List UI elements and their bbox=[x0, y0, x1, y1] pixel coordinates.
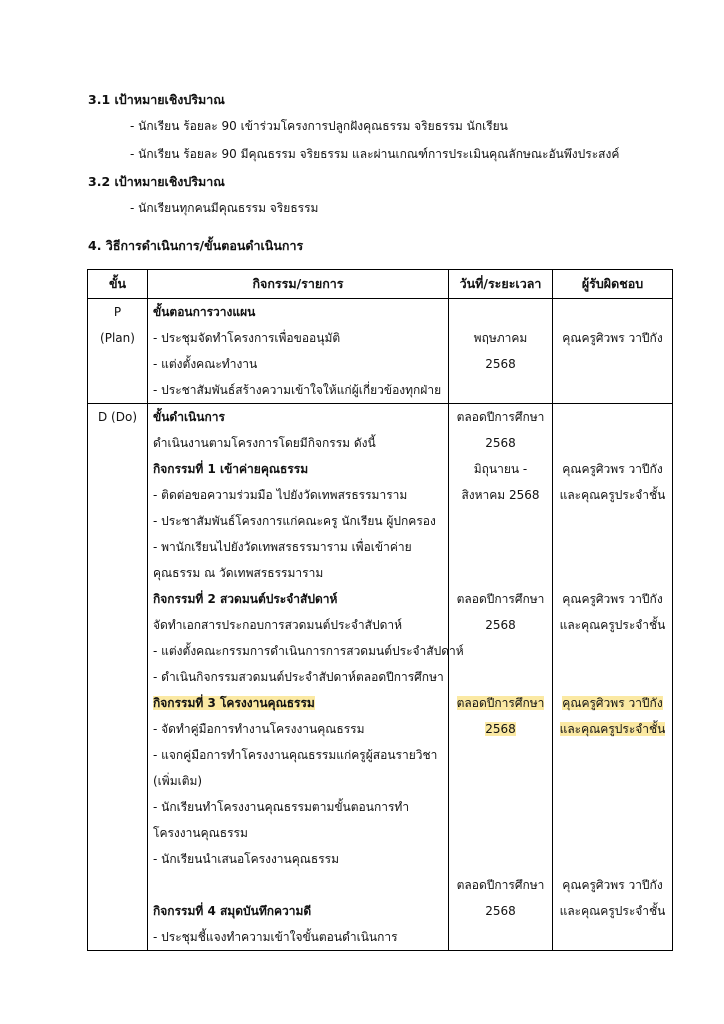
activity-1-item: คุณธรรม ณ วัดเทพสรธรรมาราม bbox=[153, 566, 324, 580]
activity-3-title: กิจกรรมที่ 3 โครงงานคุณธรรม bbox=[153, 696, 315, 710]
procedure-table bbox=[87, 269, 673, 951]
activity-4-date: ตลอดปีการศึกษา bbox=[456, 878, 545, 892]
header-owner: ผู้รับผิดชอบ bbox=[553, 270, 673, 299]
activity-1-date: สิงหาคม 2568 bbox=[461, 488, 540, 502]
activity-1-owner: คุณครูศิวพร วาปีกัง bbox=[562, 462, 663, 476]
activity-2-title: กิจกรรมที่ 2 สวดมนต์ประจำสัปดาห์ bbox=[153, 592, 338, 606]
activity-1-date: มิถุนายน - bbox=[473, 462, 528, 476]
plan-date: 2568 bbox=[485, 357, 516, 371]
activity-1-owner: และคุณครูประจำชั้น bbox=[559, 488, 666, 502]
intro-date: ตลอดปีการศึกษา bbox=[456, 410, 545, 424]
activity-3-item: (เพิ่มเติม) bbox=[153, 774, 203, 788]
plan-item: - แต่งตั้งคณะทำงาน bbox=[153, 357, 258, 371]
table-row-do bbox=[88, 404, 673, 951]
activity-4-owner: คุณครูศิวพร วาปีกัง bbox=[562, 878, 663, 892]
section-4-title: 4. วิธีการดำเนินการ/ขั้นตอนดำเนินการ bbox=[88, 238, 304, 253]
activity-1-item: - พานักเรียนไปยังวัดเทพสรธรรมาราม เพื่อเข้าค่าย bbox=[153, 540, 412, 554]
activity-1-title: กิจกรรมที่ 1 เข้าค่ายคุณธรรม bbox=[153, 462, 309, 476]
section-3-2-item: - นักเรียนทุกคนมีคุณธรรม จริยธรรม bbox=[130, 201, 319, 215]
activity-3-item: - จัดทำคู่มือการทำงานโครงงานคุณธรรม bbox=[153, 722, 365, 736]
activity-4-date: 2568 bbox=[485, 904, 516, 918]
table-header-row bbox=[88, 270, 673, 299]
activity-2-date: 2568 bbox=[485, 618, 516, 632]
header-activity: กิจกรรม/รายการ bbox=[148, 270, 449, 299]
plan-owner: คุณครูศิวพร วาปีกัง bbox=[562, 331, 663, 345]
activity-3-item: - นักเรียนนำเสนอโครงงานคุณธรรม bbox=[153, 852, 340, 866]
activity-2-item: จัดทำเอกสารประกอบการสวดมนต์ประจำสัปดาห์ bbox=[153, 618, 403, 632]
activity-3-date: 2568 bbox=[485, 722, 516, 736]
activity-2-item: - ดำเนินกิจกรรมสวดมนต์ประจำสัปดาห์ตลอดปีการศึกษา bbox=[153, 670, 444, 684]
activity-3-date: ตลอดปีการศึกษา bbox=[456, 696, 545, 710]
section-3-1-item: - นักเรียน ร้อยละ 90 มีคุณธรรม จริยธรรม และผ่านเกณฑ์การประเมินคุณลักษณะอันพึงประสงค์ bbox=[130, 147, 620, 161]
activity-cell-plan bbox=[148, 299, 449, 404]
date-cell-plan bbox=[449, 299, 553, 404]
intro-date: 2568 bbox=[485, 436, 516, 450]
plan-date: พฤษภาคม bbox=[473, 331, 528, 345]
activity-2-owner: และคุณครูประจำชั้น bbox=[559, 618, 666, 632]
step-label: (Plan) bbox=[100, 331, 135, 345]
plan-item: - ประชาสัมพันธ์สร้างความเข้าใจให้แก่ผู้เกี่ยวข้องทุกฝ่าย bbox=[153, 383, 442, 397]
activity-3-item: - แจกคู่มือการทำโครงงานคุณธรรมแก่ครูผู้สอนรายวิชา bbox=[153, 748, 438, 762]
table-row-plan bbox=[88, 299, 673, 404]
activity-3-owner: และคุณครูประจำชั้น bbox=[559, 722, 666, 736]
owner-cell-do bbox=[553, 404, 673, 951]
section-3-1-title: 3.1 เป้าหมายเชิงปริมาณ bbox=[88, 92, 225, 107]
activity-3-item: โครงงานคุณธรรม bbox=[153, 826, 248, 840]
step-cell-do bbox=[88, 404, 148, 951]
step-label: D (Do) bbox=[98, 410, 137, 424]
activity-cell-do bbox=[148, 404, 464, 951]
header-date: วันที่/ระยะเวลา bbox=[449, 270, 553, 299]
owner-cell-plan bbox=[553, 299, 673, 404]
step-cell-plan bbox=[88, 299, 148, 404]
activity-3-item: - นักเรียนทำโครงงานคุณธรรมตามขั้นตอนการทำ bbox=[153, 800, 410, 814]
activity-3-owner: คุณครูศิวพร วาปีกัง bbox=[562, 696, 663, 710]
section-3-2-title: 3.2 เป้าหมายเชิงปริมาณ bbox=[88, 174, 225, 189]
plan-title: ขั้นตอนการวางแผน bbox=[153, 305, 256, 319]
activity-2-date: ตลอดปีการศึกษา bbox=[456, 592, 545, 606]
do-intro: ดำเนินงานตามโครงการโดยมีกิจกรรม ดังนี้ bbox=[153, 436, 376, 450]
activity-4-title: กิจกรรมที่ 4 สมุดบันทึกความดี bbox=[153, 904, 312, 918]
header-step: ขั้น bbox=[88, 270, 148, 299]
activity-4-item: - ประชุมชี้แจงทำความเข้าใจขั้นตอนดำเนินการ bbox=[153, 930, 398, 944]
activity-4-owner: และคุณครูประจำชั้น bbox=[559, 904, 666, 918]
activity-2-owner: คุณครูศิวพร วาปีกัง bbox=[562, 592, 663, 606]
do-title: ขั้นดำเนินการ bbox=[153, 410, 225, 424]
date-cell-do bbox=[449, 404, 553, 951]
plan-item: - ประชุมจัดทำโครงการเพื่อขออนุมัติ bbox=[153, 331, 341, 345]
step-label: P bbox=[113, 305, 122, 319]
section-3-1-item: - นักเรียน ร้อยละ 90 เข้าร่วมโครงการปลูกฝังคุณธรรม จริยธรรม นักเรียน bbox=[130, 119, 508, 133]
activity-1-item: - ติดต่อขอความร่วมมือ ไปยังวัดเทพสรธรรมาราม bbox=[153, 488, 408, 502]
activity-2-item: - แต่งตั้งคณะกรรมการดำเนินการการสวดมนต์ประจำสัปดาห์ bbox=[153, 644, 464, 658]
activity-1-item: - ประชาสัมพันธ์โครงการแก่คณะครู นักเรียน ผู้ปกครอง bbox=[153, 514, 436, 528]
